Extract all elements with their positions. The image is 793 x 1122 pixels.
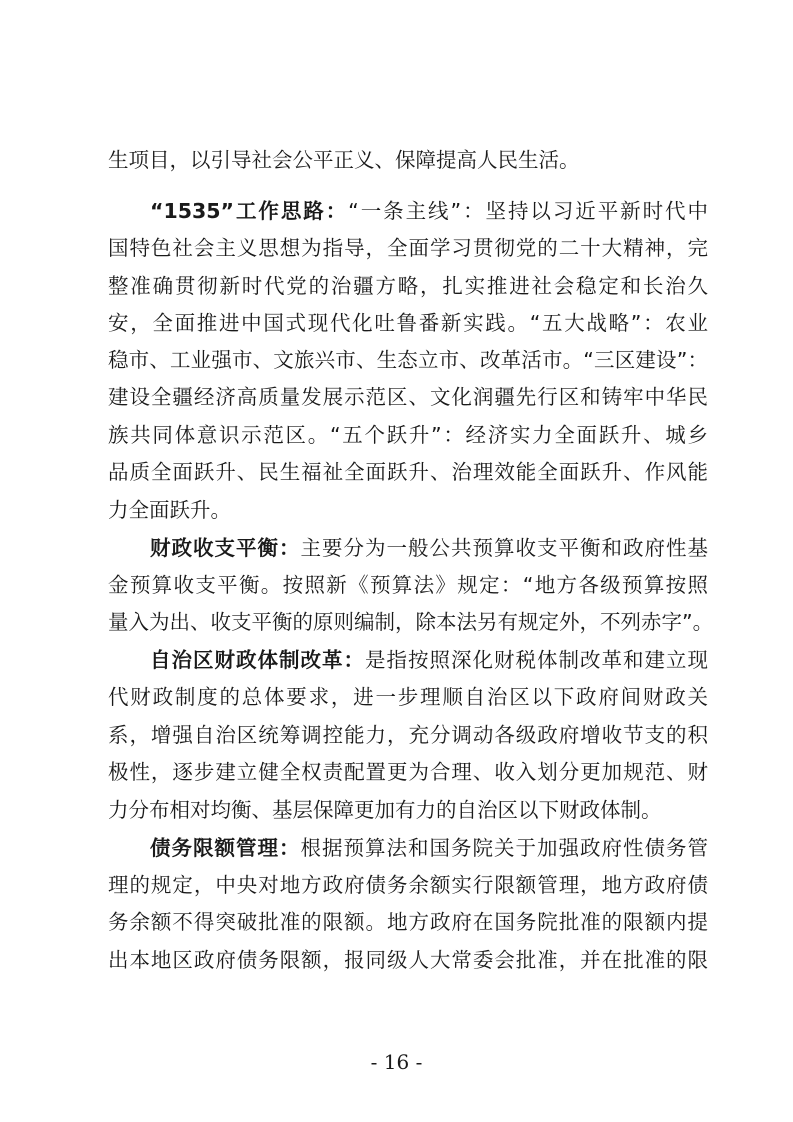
term-text: 主要分为一般公共预算收支平衡和政府性基 bbox=[300, 536, 708, 560]
paragraph-line: 务余额不得突破批准的限额。地方政府在国务院批准的限额内提 bbox=[108, 910, 708, 934]
term-heading: “1535”工作思路： bbox=[150, 199, 349, 223]
term-heading: 债务限额管理： bbox=[150, 836, 301, 860]
paragraph-debt-limit-first-line bbox=[150, 833, 708, 863]
paragraph-line: 国特色社会主义思想为指导，全面学习贯彻党的二十大精神，完 bbox=[108, 236, 708, 260]
term-heading: 自治区财政体制改革： bbox=[150, 648, 365, 672]
paragraph-line: 力分布相对均衡、基层保障更加有力的自治区以下财政体制。 bbox=[108, 798, 662, 822]
paragraph-1535-first-line bbox=[150, 196, 708, 226]
paragraph-line: 安，全面推进中国式现代化吐鲁番新实践。“五大战略”：农业 bbox=[108, 311, 708, 335]
term-text: 是指按照深化财税体制改革和建立现 bbox=[365, 648, 708, 672]
paragraph-line: 代财政制度的总体要求，进一步理顺自治区以下政府间财政关 bbox=[108, 685, 708, 709]
paragraph-line: 建设全疆经济高质量发展示范区、文化润疆先行区和铸牢中华民 bbox=[108, 385, 708, 409]
paragraph-fiscal-reform-first-line bbox=[150, 645, 708, 675]
term-text: 根据预算法和国务院关于加强政府性债务管 bbox=[300, 836, 708, 860]
paragraph-line: 整准确贯彻新时代党的治疆方略，扎实推进社会稳定和长治久 bbox=[108, 274, 708, 298]
paragraph-line: 品质全面跃升、民生福祉全面跃升、治理效能全面跃升、作风能 bbox=[108, 460, 708, 484]
page-number: - 16 - bbox=[370, 1050, 423, 1074]
paragraph-line: 量入为出、收支平衡的原则编制，除本法另有规定外，不列赤字”。 bbox=[108, 610, 714, 634]
term-text: “一条主线”：坚持以习近平新时代中 bbox=[348, 199, 708, 223]
paragraph-line: 极性，逐步建立健全权责配置更为合理、收入划分更加规范、财 bbox=[108, 760, 708, 784]
paragraph-fiscal-balance-first-line bbox=[150, 533, 708, 563]
paragraph-line: 金预算收支平衡。按照新《预算法》规定：“地方各级预算按照 bbox=[108, 573, 708, 597]
paragraph-line: 稳市、工业强市、文旅兴市、生态立市、改革活市。“三区建设”： bbox=[108, 348, 708, 372]
paragraph-line: 出本地区政府债务限额，报同级人大常委会批准，并在批准的限 bbox=[108, 948, 708, 972]
paragraph-line: 力全面跃升。 bbox=[108, 498, 231, 522]
term-heading: 财政收支平衡： bbox=[150, 536, 301, 560]
paragraph-line: 族共同体意识示范区。“五个跃升”：经济实力全面跃升、城乡 bbox=[108, 423, 708, 447]
paragraph-line: 生项目，以引导社会公平正义、保障提高人民生活。 bbox=[108, 148, 580, 172]
paragraph-line: 理的规定，中央对地方政府债务余额实行限额管理，地方政府债 bbox=[108, 873, 708, 897]
paragraph-line: 系，增强自治区统筹调控能力，充分调动各级政府增收节支的积 bbox=[108, 723, 708, 747]
